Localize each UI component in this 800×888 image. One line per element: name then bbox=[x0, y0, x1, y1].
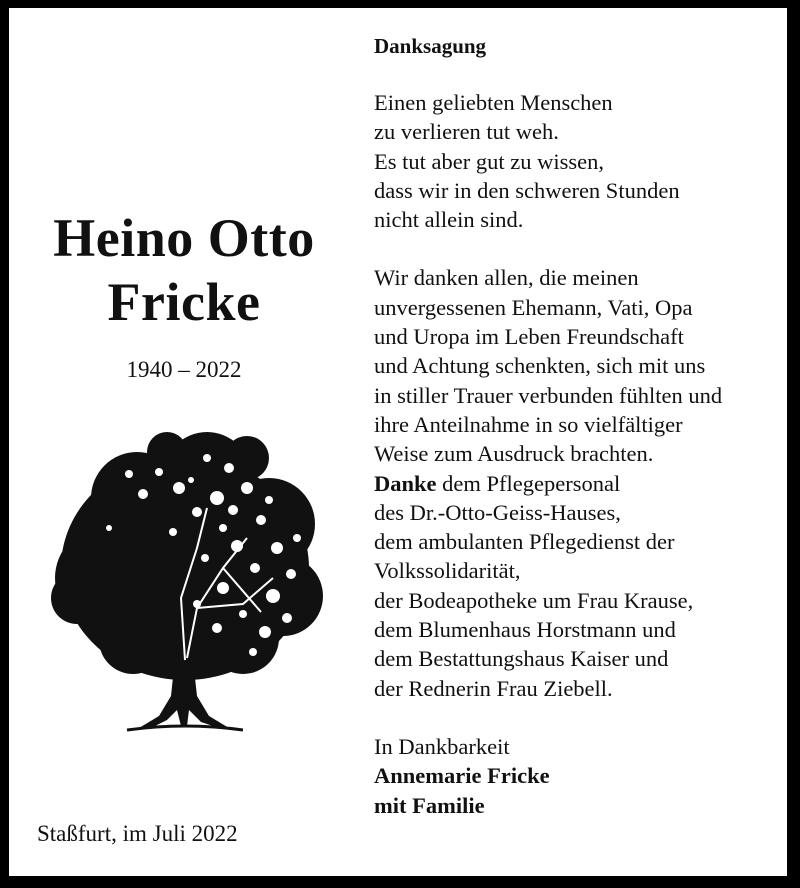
heading: Danksagung bbox=[374, 34, 487, 58]
danke-first-line-rest: dem Pflegepersonal bbox=[436, 470, 621, 496]
danke-line: der Rednerin Frau Ziebell. bbox=[374, 675, 613, 701]
signature bbox=[374, 732, 779, 820]
thanks-line: in stiller Trauer verbunden fühlten und bbox=[374, 382, 723, 408]
obituary-card bbox=[9, 8, 787, 876]
thanks-line: unvergessenen Ehemann, Vati, Opa bbox=[374, 294, 693, 320]
poem-line: dass wir in den schweren Stunden bbox=[374, 177, 680, 203]
deceased-last-name: Fricke bbox=[107, 272, 261, 332]
thanks-line: Weise zum Ausdruck brachten. bbox=[374, 441, 654, 467]
tree-icon bbox=[47, 428, 323, 738]
thanks-line: ihre Anteilnahme in so vielfältiger bbox=[374, 411, 683, 437]
danke-first-line bbox=[374, 469, 779, 498]
thanks-line: und Uropa im Leben Freundschaft bbox=[374, 324, 684, 350]
danke-line: dem ambulanten Pflegedienst der bbox=[374, 529, 675, 555]
poem-line: nicht allein sind. bbox=[374, 207, 524, 233]
left-column bbox=[9, 8, 369, 876]
poem-line: Einen geliebten Menschen bbox=[374, 90, 613, 115]
right-column bbox=[374, 32, 779, 820]
thanks-line: und Achtung schenkten, sich mit uns bbox=[374, 353, 706, 379]
poem bbox=[374, 88, 779, 234]
place-date: Staßfurt, im Juli 2022 bbox=[37, 821, 238, 846]
signature-family: mit Familie bbox=[374, 792, 485, 818]
life-years: 1940 – 2022 bbox=[126, 357, 242, 382]
deceased-name bbox=[9, 206, 359, 334]
deceased-first-names: Heino Otto bbox=[53, 208, 315, 268]
poem-line: Es tut aber gut zu wissen, bbox=[374, 148, 604, 174]
signature-intro: In Dankbarkeit bbox=[374, 733, 510, 759]
danke-line: des Dr.-Otto-Geiss-Hauses, bbox=[374, 499, 621, 525]
poem-line: zu verlieren tut weh. bbox=[374, 119, 559, 145]
thanks-paragraph bbox=[374, 263, 779, 702]
danke-line: dem Bestattungshaus Kaiser und bbox=[374, 646, 669, 672]
danke-line: dem Blumenhaus Horstmann und bbox=[374, 617, 676, 643]
danke-line: Volkssolidarität, bbox=[374, 558, 521, 584]
danke-bold-word: Danke bbox=[374, 470, 437, 496]
signature-name: Annemarie Fricke bbox=[374, 763, 550, 789]
thanks-line: Wir danken allen, die meinen bbox=[374, 265, 639, 291]
danke-line: der Bodeapotheke um Frau Krause, bbox=[374, 587, 694, 613]
